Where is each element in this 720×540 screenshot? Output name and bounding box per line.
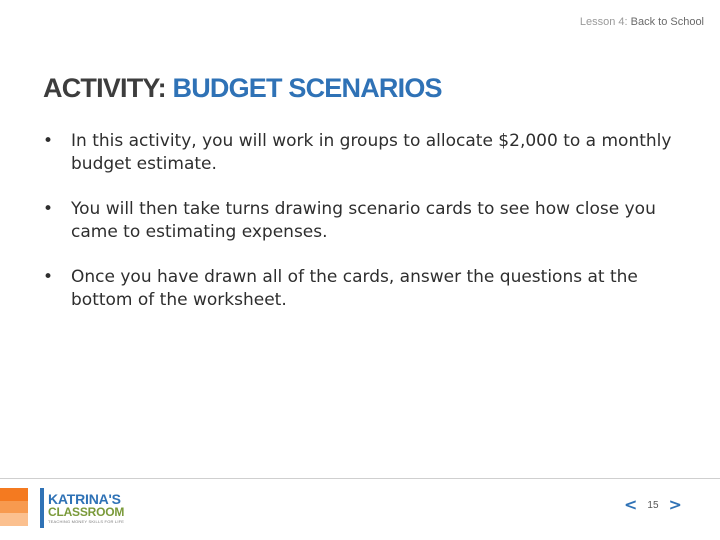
slide-title [43, 73, 442, 104]
bullet-marker: • [43, 199, 54, 219]
bullet-list [43, 130, 683, 334]
logo-color-bar [0, 488, 28, 526]
bullet-marker: • [43, 267, 54, 287]
bullet-text: You will then take turns drawing scenario cards to see how close you came to estimating expenses. [71, 199, 656, 242]
lesson-label: Lesson 4: [579, 16, 628, 28]
lesson-title: Back to School [630, 16, 704, 28]
logo-line-2: CLASSROOM [48, 504, 125, 519]
bullet-item [43, 198, 683, 244]
footer-divider [0, 478, 720, 479]
logo-tagline: TEACHING MONEY SKILLS FOR LIFE [48, 518, 125, 524]
bullet-item [43, 266, 683, 312]
page-number: 15 [647, 499, 659, 511]
logo-line-1: KATRINA'S [48, 490, 121, 507]
next-slide-button[interactable]: > [668, 495, 682, 514]
title-prefix: ACTIVITY: [43, 73, 173, 103]
bullet-text: Once you have drawn all of the cards, answer the questions at the bottom of the worksheet. [71, 267, 638, 310]
lesson-header [580, 16, 704, 28]
prev-slide-button[interactable]: < [624, 495, 638, 514]
katrinas-classroom-logo [40, 488, 124, 528]
slide-pager [624, 496, 682, 514]
bullet-text: In this activity, you will work in groups to allocate $2,000 to a monthly budget estimate. [71, 131, 672, 174]
bullet-marker: • [43, 131, 54, 151]
bullet-item [43, 130, 683, 176]
title-highlight: BUDGET SCENARIOS [172, 73, 442, 103]
